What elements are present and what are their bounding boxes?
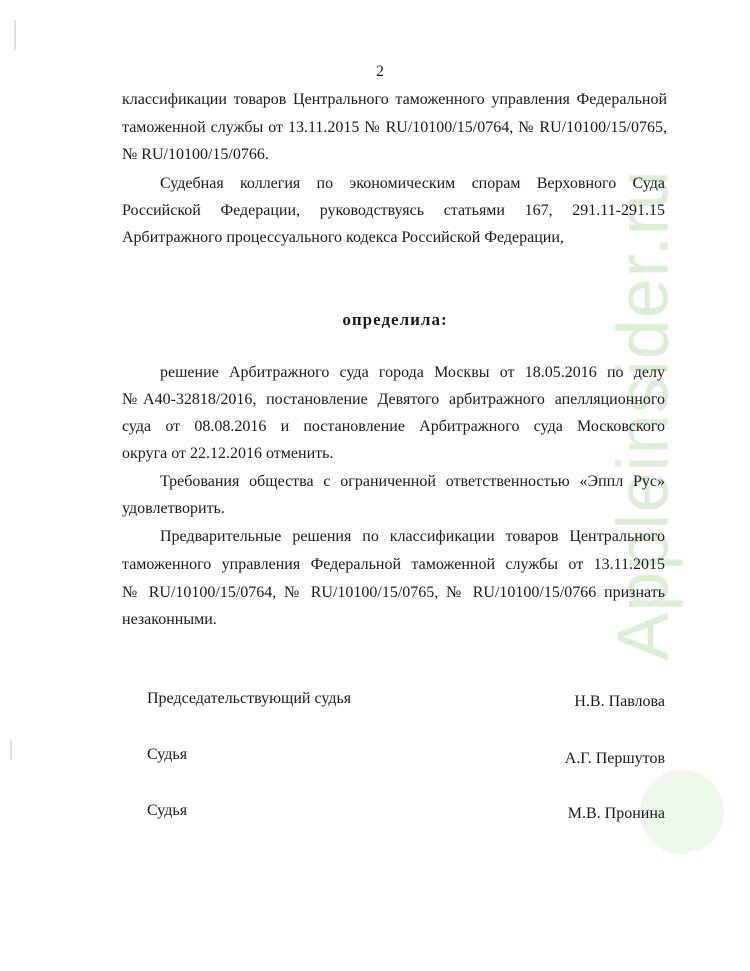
- paragraph-line: Судебная коллегия по экономическим спорам Верховного Суда: [160, 175, 665, 192]
- scan-artifact: [10, 740, 12, 760]
- signature-role: Председательствующий судья: [147, 690, 352, 707]
- scan-artifact: [14, 20, 16, 50]
- paragraph-line: округа от 22.12.2016 отменить.: [122, 445, 334, 462]
- signature-role: Судья: [147, 802, 188, 819]
- paragraph-line: классификации товаров Центрального таможенного управления Федеральной: [122, 91, 667, 108]
- paragraph-line: Арбитражного процессуального кодекса Российской Федерации,: [122, 229, 564, 246]
- signature-role: Судья: [147, 746, 188, 763]
- signature-name: А.Г. Першутов: [564, 750, 665, 767]
- paragraph-line: удовлетворить.: [122, 500, 225, 517]
- paragraph-line: №А40-32818/2016, постановление Девятого арбитражного апелляционного: [122, 391, 665, 408]
- page-number: 2: [376, 63, 384, 80]
- signature-name: М.В. Пронина: [567, 805, 665, 822]
- paragraph-line: Российской Федерации, руководствуясь статьями 167, 291.11-291.15: [122, 202, 665, 219]
- paragraph-line: Предварительные решения по классификации товаров Центрального: [160, 528, 665, 545]
- decision-heading: определила:: [342, 310, 448, 329]
- paragraph-line: таможенной службы от 13.11.2015 № RU/10100/15/0764, № RU/10100/15/0765,: [122, 119, 667, 136]
- watermark-text: Appleinsider.ru: [604, 169, 685, 661]
- paragraph-line: № RU/10100/15/0764, № RU/10100/15/0765, № RU/10100/15/0766 признать: [122, 584, 665, 601]
- paragraph-line: № RU/10100/15/0766.: [122, 146, 269, 163]
- paragraph-line: решение Арбитражного суда города Москвы от 18.05.2016 по делу: [160, 364, 665, 381]
- paragraph-line: таможенного управления Федеральной таможенной службы от 13.11.2015: [122, 556, 665, 573]
- paragraph-line: Требования общества с ограниченной ответственностью «Эппл Рус»: [160, 473, 665, 490]
- signature-name: Н.В. Павлова: [574, 693, 665, 710]
- paragraph-line: суда от 08.08.2016 и постановление Арбитражного суда Московского: [122, 418, 665, 435]
- paragraph-line: незаконными.: [122, 611, 217, 628]
